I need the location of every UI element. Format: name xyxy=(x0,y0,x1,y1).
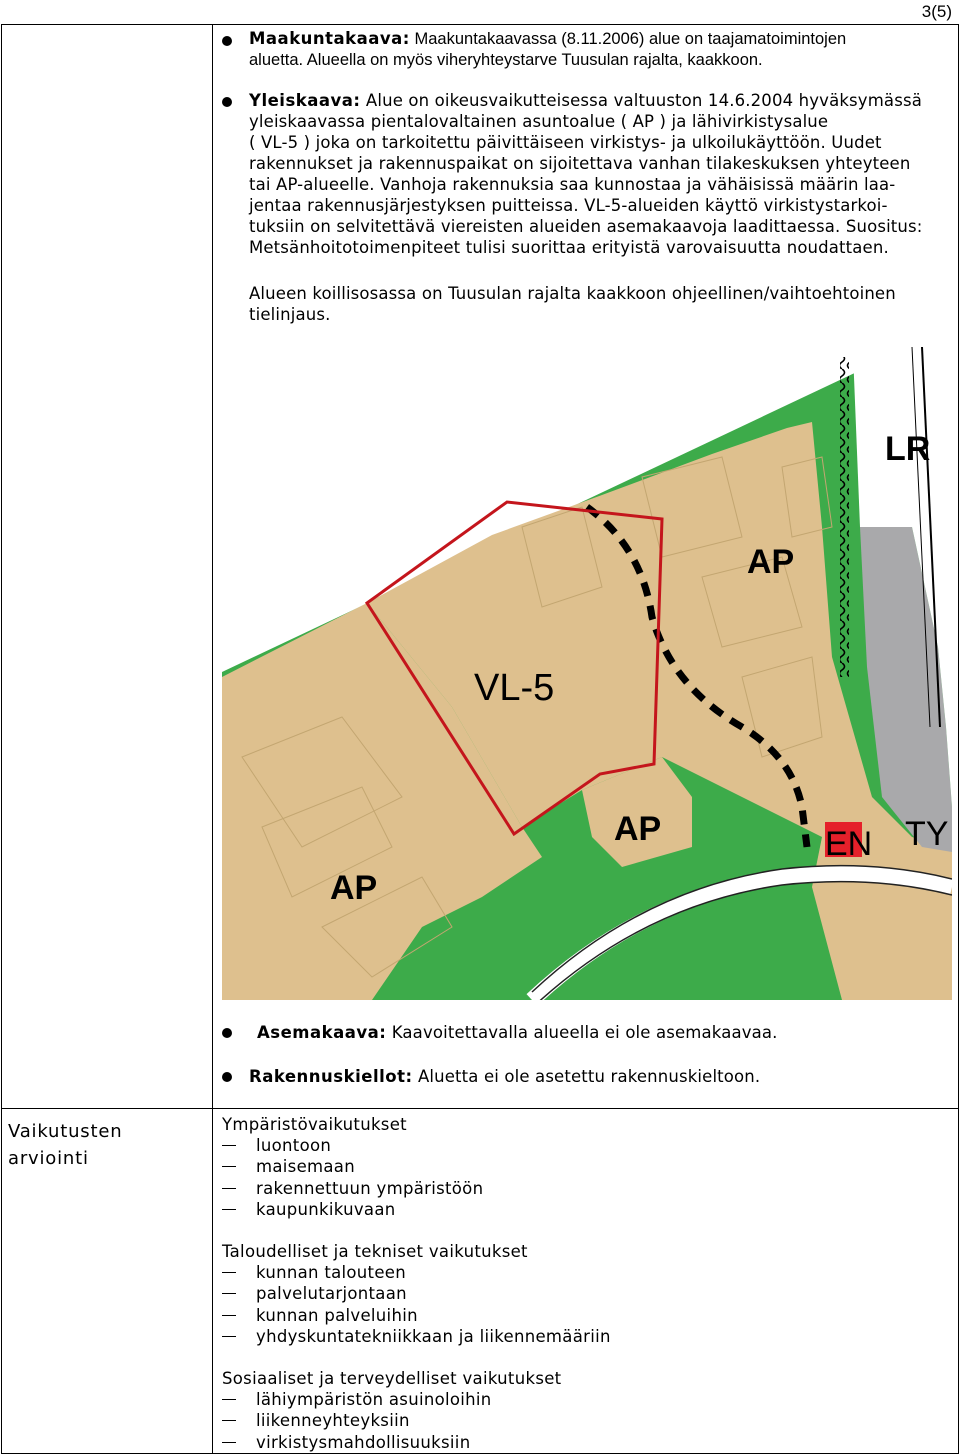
impact-label-line: arviointi xyxy=(8,1148,89,1169)
map-label-ty: TY xyxy=(905,815,949,853)
impact-item: yhdyskuntatekniikkaan ja liikennemääriin xyxy=(222,1326,942,1347)
asemakaava-label: Asemakaava: xyxy=(257,1023,387,1042)
bullet-icon xyxy=(222,36,232,46)
yleiskaava-line: rakennukset ja rakennuspaikat on sijoitettava vanhan tilakeskuksen yhteyteen xyxy=(249,154,911,173)
bullet-icon xyxy=(222,1028,232,1038)
lr-area xyxy=(852,327,952,527)
social-impacts xyxy=(222,1368,942,1453)
tielinjaus-line: Alueen koillisosassa on Tuusulan rajalta kaakkoon ohjeellinen/vaihtoehtoinen xyxy=(249,284,896,303)
yleiskaava-paragraph xyxy=(249,90,949,258)
impact-label-line: Vaikutusten xyxy=(8,1121,123,1142)
impact-item: liikenneyhteyksiin xyxy=(222,1410,942,1431)
yleiskaava-line: tai AP-alueelle. Vanhoja rakennuksia saa kunnostaa ja vähäisissä määrin laa- xyxy=(249,175,896,194)
wavy-boundary xyxy=(840,357,849,677)
impact-item: virkistysmahdollisuuksiin xyxy=(222,1432,942,1453)
impact-item: kaupunkikuvaan xyxy=(222,1199,942,1220)
map-label-ap: AP xyxy=(747,543,795,581)
yleiskaava-label: Yleiskaava: xyxy=(249,91,361,110)
maakuntakaava-text-2: aluetta. Alueella on myös viheryhteystarve Tuusulan rajalta, kaakkoon. xyxy=(249,51,763,69)
maakuntakaava-text-1: Maakuntakaavassa (8.11.2006) alue on taajamatoimintojen xyxy=(409,30,847,48)
column-divider xyxy=(212,24,213,1454)
impact-item: maisemaan xyxy=(222,1156,942,1177)
bullet-icon xyxy=(222,97,232,107)
impact-item: kunnan talouteen xyxy=(222,1262,942,1283)
environmental-impacts xyxy=(222,1114,942,1220)
impact-assessment-label xyxy=(8,1118,198,1172)
map-label-vl5: VL-5 xyxy=(474,667,555,709)
zoning-map xyxy=(222,327,952,1000)
rakennuskiellot-label: Rakennuskiellot: xyxy=(249,1067,413,1086)
economic-impacts xyxy=(222,1241,942,1347)
maakuntakaava-label: Maakuntakaava: xyxy=(249,29,410,48)
impact-item: palvelutarjontaan xyxy=(222,1283,942,1304)
page-number: 3(5) xyxy=(921,2,952,21)
asemakaava-paragraph xyxy=(257,1022,957,1043)
row-divider xyxy=(1,1108,959,1109)
rakennuskiellot-text: Aluetta ei ole asetettu rakennuskieltoon. xyxy=(412,1067,761,1086)
zoning-map-svg xyxy=(222,327,952,1000)
impact-item: lähiympäristön asuinoloihin xyxy=(222,1389,942,1410)
tielinjaus-line: tielinjaus. xyxy=(249,305,331,324)
yleiskaava-line: ( VL-5 ) joka on tarkoitettu päivittäiseen virkistys- ja ulkoilukäyttöön. Uudet xyxy=(249,133,882,152)
map-label-lr: LR xyxy=(885,430,931,468)
impact-item: kunnan palveluihin xyxy=(222,1305,942,1326)
map-label-ap: AP xyxy=(330,869,378,907)
yleiskaava-line: Alue on oikeusvaikutteisessa valtuuston 14.6.2004 hyväksymässä xyxy=(360,91,922,110)
group-heading: Ympäristövaikutukset xyxy=(222,1115,407,1134)
rakennuskiellot-paragraph xyxy=(249,1066,949,1087)
impact-item: luontoon xyxy=(222,1135,942,1156)
group-heading: Sosiaaliset ja terveydelliset vaikutukset xyxy=(222,1369,562,1388)
asemakaava-text: Kaavoitettavalla alueella ei ole asemakaavaa. xyxy=(386,1023,778,1042)
bullet-icon xyxy=(222,1072,232,1082)
yleiskaava-line: tuksiin on selvitettävä viereisten alueiden asemakaavoja laadittaessa. Suositus: xyxy=(249,217,923,236)
yleiskaava-line: jentaa rakennusjärjestyksen puitteissa. VL-5-alueiden käyttö virkistystarkoi- xyxy=(249,196,888,215)
tielinjaus-paragraph xyxy=(249,283,949,325)
map-label-en: EN xyxy=(825,825,873,863)
yleiskaava-line: yleiskaavassa pientalovaltainen asuntoalue ( AP ) ja lähivirkistysalue xyxy=(249,112,829,131)
map-label-ap: AP xyxy=(614,810,662,848)
maakuntakaava-paragraph xyxy=(249,28,949,71)
group-heading: Taloudelliset ja tekniset vaikutukset xyxy=(222,1242,528,1261)
impact-item: rakennettuun ympäristöön xyxy=(222,1178,942,1199)
yleiskaava-line: Metsänhoitotoimenpiteet tulisi suorittaa erityistä varovaisuutta noudattaen. xyxy=(249,238,889,257)
